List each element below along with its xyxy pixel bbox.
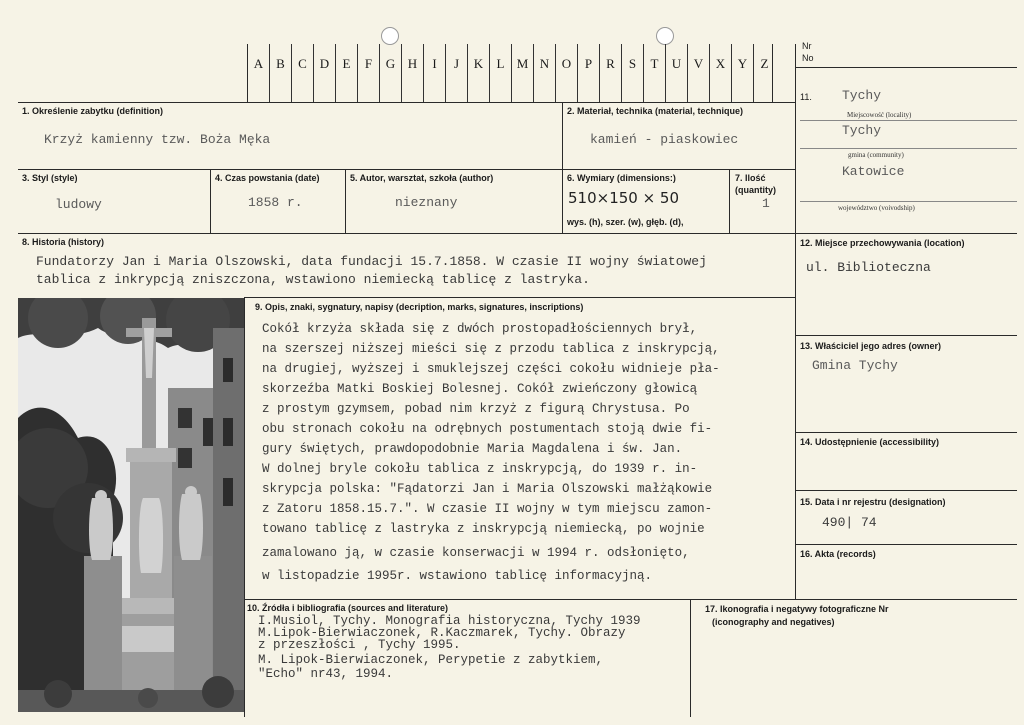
punch-hole-left	[381, 27, 399, 45]
community-value: Tychy	[842, 123, 882, 138]
field-13-label: 13. Właściciel jego adres (owner)	[800, 341, 942, 351]
index-letter: X	[709, 44, 731, 102]
field-13-value: Gmina Tychy	[812, 358, 898, 373]
history-line-2: tablica z inkrypcją zniszczona, wstawiono niemiecką tablicę z lastryka.	[36, 272, 590, 287]
field-14-label: 14. Udostępnienie (accessibility)	[800, 437, 940, 447]
description-line: z Zatoru 1858.15.7.". W czasie II wojny w tym miejscu zamon-	[262, 502, 713, 516]
field-11-label: 11.	[800, 92, 812, 102]
nr-label: Nr	[802, 41, 812, 51]
field-1-value: Krzyż kamienny tzw. Boża Męka	[44, 132, 271, 147]
field-17-label-en: (iconography and negatives)	[712, 617, 835, 627]
index-letter: J	[445, 44, 467, 102]
description-line: obu stronach cokołu na odrębnych postumentach stoją dwie fi-	[262, 422, 713, 436]
index-letter: R	[599, 44, 621, 102]
index-letter: U	[665, 44, 687, 102]
index-letter: H	[401, 44, 423, 102]
description-line: gury świętych, prawdopodobnie Maria Magdalena i św. Jan.	[262, 442, 683, 456]
field-2-label: 2. Materiał, technika (material, technique)	[567, 106, 744, 116]
index-letter: T	[643, 44, 665, 102]
index-letter: F	[357, 44, 379, 102]
field-7-value: 1	[762, 196, 770, 211]
field-2-value: kamień - piaskowiec	[590, 132, 739, 147]
index-letter: D	[313, 44, 335, 102]
source-line: "Echo" nr43, 1994.	[258, 667, 394, 681]
photo-cross-monument	[18, 298, 244, 712]
field-8-label: 8. Historia (history)	[22, 237, 105, 247]
index-letter: M	[511, 44, 533, 102]
field-15-label: 15. Data i nr rejestru (designation)	[800, 497, 946, 507]
field-7-label-en: (quantity)	[735, 185, 776, 195]
index-letter: P	[577, 44, 599, 102]
voivodship-label: województwo (voivodship)	[838, 204, 915, 212]
description-line: Cokół krzyża składa się z dwóch prostopadłościennych brył,	[262, 322, 698, 336]
index-letter: N	[533, 44, 555, 102]
field-3-value: ludowy	[55, 197, 102, 212]
description-line: towano tablicę z lastryka z inskrypcją niemiecką, po wojnie	[262, 522, 705, 536]
index-letter: V	[687, 44, 709, 102]
field-5-value: nieznany	[395, 195, 458, 210]
index-letter: A	[247, 44, 269, 102]
field-12-label: 12. Miejsce przechowywania (location)	[800, 238, 965, 248]
history-line-1: Fundatorzy Jan i Maria Olszowski, data fundacji 15.7.1858. W czasie II wojny światowej	[36, 254, 707, 269]
punch-hole-right	[656, 27, 674, 45]
description-line: W dolnej bryle cokołu tablica z inskrypcją, do 1939 r. in-	[262, 462, 698, 476]
description-line: na szerszej niższej mieści się z przodu tablica z inskrypcją,	[262, 342, 720, 356]
description-line: skorzeźba Matki Boskiej Bolesnej. Cokół zwieńczony głowicą	[262, 382, 698, 396]
field-10-label: 10. Źródła i bibliografia (sources and literature)	[247, 603, 449, 613]
field-6-sublabel: wys. (h), szer. (w), głęb. (d),	[567, 217, 684, 227]
field-16-label: 16. Akta (records)	[800, 549, 876, 559]
source-line: I.Musiol, Tychy. Monografia historyczna, Tychy 1939	[258, 614, 641, 628]
source-line: z przeszłości , Tychy 1995.	[258, 638, 461, 652]
description-line: zamalowano ją, w czasie konserwacji w 1994 r. odsłonięto,	[262, 546, 690, 560]
field-15-value: 490| 74	[822, 515, 877, 530]
locality-value: Tychy	[842, 88, 882, 103]
index-letter: K	[467, 44, 489, 102]
field-5-label: 5. Autor, warsztat, szkoła (author)	[350, 173, 494, 183]
description-line: w listopadzie 1995r. wstawiono tablicę informacyjną.	[262, 569, 653, 583]
index-letter: E	[335, 44, 357, 102]
source-line: M. Lipok-Bierwiaczonek, Perypetie z zabytkiem,	[258, 653, 604, 667]
field-1-label: 1. Określenie zabytku (definition)	[22, 106, 164, 116]
index-letter: I	[423, 44, 445, 102]
index-letter: G	[379, 44, 401, 102]
field-9-label: 9. Opis, znaki, sygnatury, napisy (decription, marks, signatures, inscriptions)	[255, 302, 584, 312]
field-4-value: 1858 r.	[248, 195, 303, 210]
index-letter: L	[489, 44, 511, 102]
letter-index	[247, 44, 775, 102]
description-line: z prostym gzymsem, pobad nim krzyż z figurą Chrystusa. Po	[262, 402, 690, 416]
field-6-value: 510×150 × 50	[568, 189, 680, 207]
index-letter: Y	[731, 44, 753, 102]
field-17-label: 17. Ikonografia i negatywy fotograficzne Nr	[705, 604, 889, 614]
index-letter: S	[621, 44, 643, 102]
field-12-value: ul. Biblioteczna	[806, 260, 931, 275]
source-line: M.Lipok-Bierwiaczonek, R.Kaczmarek, Tychy. Obrazy	[258, 626, 626, 640]
field-4-label: 4. Czas powstania (date)	[215, 173, 320, 183]
no-label: No	[802, 53, 814, 63]
field-7-label: 7. Ilość	[735, 173, 766, 183]
index-letter: O	[555, 44, 577, 102]
field-3-label: 3. Styl (style)	[22, 173, 78, 183]
index-letter: Z	[753, 44, 775, 102]
locality-label: Miejscowość (locality)	[847, 111, 912, 119]
index-letter: C	[291, 44, 313, 102]
monument-photo	[18, 298, 244, 712]
voivodship-value: Katowice	[842, 164, 905, 179]
description-line: skrypcja polska: "Fądatorzi Jan i Maria Olszowski małżąkowie	[262, 482, 713, 496]
field-6-label: 6. Wymiary (dimensions:)	[567, 173, 676, 183]
index-letter: B	[269, 44, 291, 102]
community-label: gmina (community)	[848, 151, 904, 159]
description-line: na drugiej, wyższej i smuklejszej części cokołu widnieje pła-	[262, 362, 720, 376]
